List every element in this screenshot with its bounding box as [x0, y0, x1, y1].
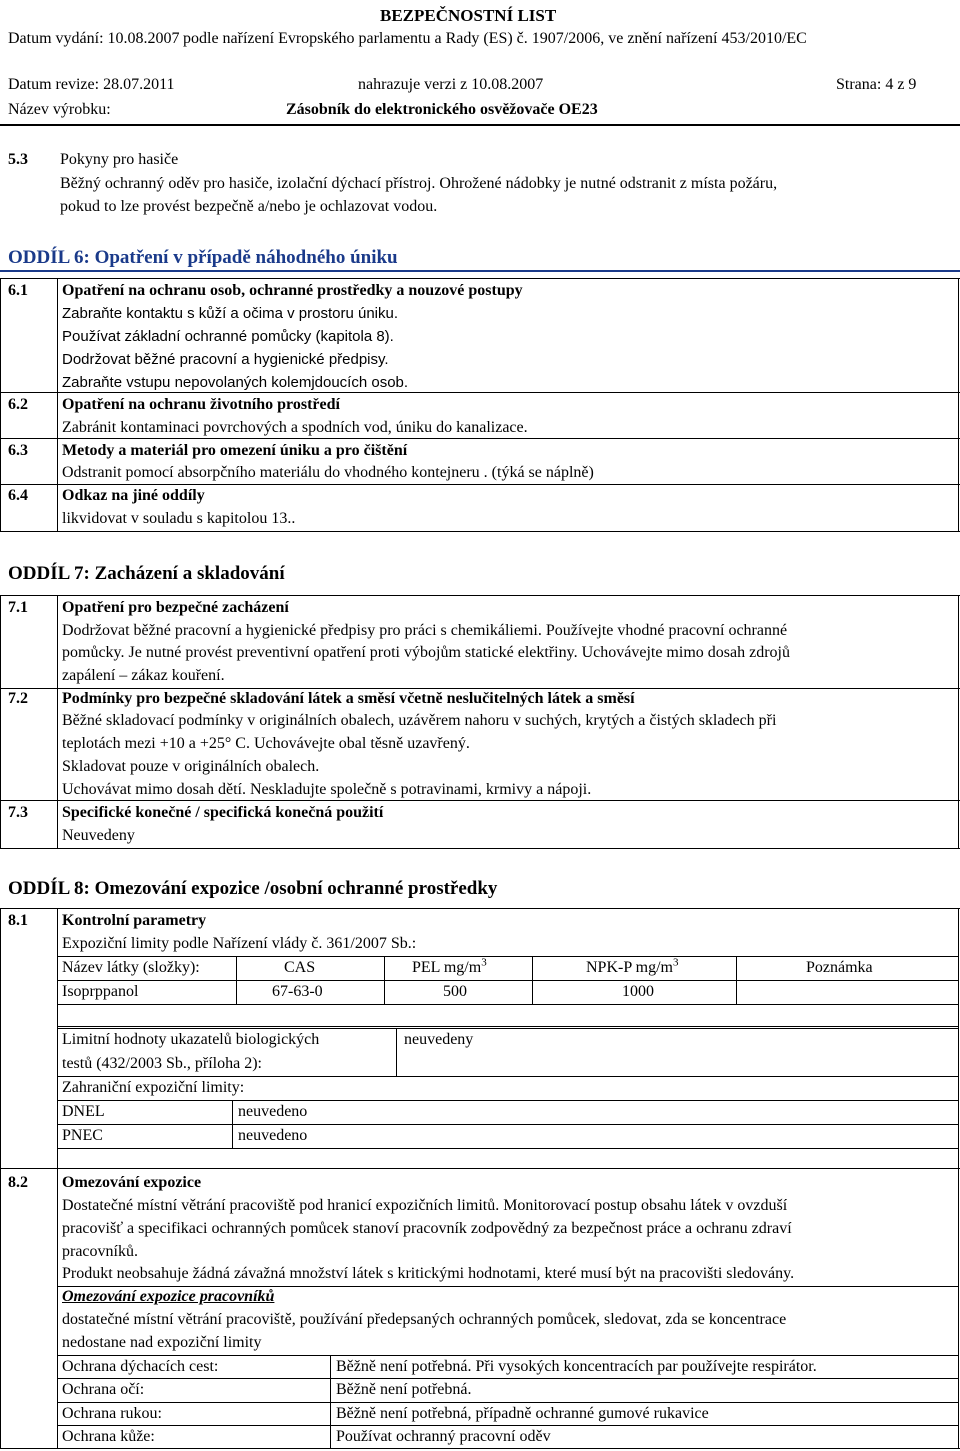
s6-4-text: likvidovat v souladu s kapitolou 13.. [62, 510, 296, 527]
s7-3-title: Specifické konečné / specifická konečná použití [62, 804, 384, 821]
limits-header-pel: PEL $mg/m^3$ [412, 956, 487, 976]
s6-2-number: 6.2 [8, 396, 28, 413]
limits-cell-substance: Isoprppanol [62, 983, 139, 1000]
section-8-title: ODDÍL 8: Omezování expozice /osobní ochranné prostředky [8, 878, 498, 899]
s6-1-line: Dodržovat běžné pracovní a hygienické předpisy. [62, 351, 389, 368]
limits-table-line [57, 956, 958, 957]
limits-table-line [384, 956, 385, 1004]
s7-3-text: Neuvedeny [62, 827, 135, 844]
limits-cell-cas: 67-63-0 [272, 983, 323, 1000]
s6-table-line [0, 392, 960, 393]
s7-table-line [57, 595, 58, 848]
bio-table-line [57, 1076, 958, 1077]
s8-table-line [958, 908, 959, 1448]
s6-1-line: Zabraňte vstupu nepovolaných kolemjdoucích osob. [62, 374, 409, 391]
limits-table-line [532, 956, 533, 1004]
s6-3-title: Metody a materiál pro omezení úniku a pro čištění [62, 442, 408, 459]
s7-3-number: 7.3 [8, 804, 28, 821]
dnel-value: neuvedeno [238, 1103, 308, 1120]
issue-date: Datum vydání: 10.08.2007 [8, 30, 180, 47]
header-divider [0, 124, 960, 126]
protection-value-respiratory: Běžně není potřebná. Při vysokých koncentracích par používejte respirátor. [336, 1358, 817, 1375]
s8-1-title: Kontrolní parametry [62, 912, 207, 929]
document-header [0, 0, 960, 124]
s6-4-number: 6.4 [8, 487, 28, 504]
foreign-table-line [57, 1148, 958, 1149]
s8-table-line [0, 908, 960, 909]
s7-2-title: Podmínky pro bezpečné skladování látek a směsí včetně neslučitelných látek a směsí [62, 690, 635, 707]
s7-2-line: Běžné skladovací podmínky v originálních obalech, uzávěrem nahoru v suchých, krytých a čistých skladech při [62, 712, 777, 729]
limits-cell-npk: 1000 [622, 983, 654, 1000]
s7-2-line: Uchovávat mimo dosah dětí. Neskladujte společně s potravinami, krmivy a nápoji. [62, 781, 592, 798]
section-6-underline [0, 270, 960, 272]
s6-1-line: Zabraňte kontaktu s kůží a očima v prostoru úniku. [62, 305, 398, 322]
protection-table-line [330, 1355, 331, 1448]
s7-table-line [0, 595, 1, 848]
s5-3-line: pokud to lze provést bezpečně a/nebo je ochlazovat vodou. [60, 198, 438, 215]
limits-table-line [236, 956, 237, 1004]
s8-2-line: Dostatečné místní větrání pracoviště pod hranicí expozičních limitů. Monitorovací postup obsahu látek v ovzduší [62, 1197, 788, 1214]
s8-2-line: pracovišť a specifikaci ochranných pomůcek stanoví pracovník zodpovědný za bezpečnost práce a ochranu zdraví [62, 1220, 792, 1237]
s8-table-line [0, 1168, 960, 1169]
replaces-version: nahrazuje verzi z 10.08.2007 [358, 76, 544, 93]
bio-label: Limitní hodnoty ukazatelů biologických [62, 1031, 320, 1048]
protection-value-hands: Běžně není potřebná, případně ochranné gumové rukavice [336, 1405, 709, 1422]
s7-1-line: zapálení – zákaz kouření. [62, 667, 225, 684]
s6-table-line [0, 278, 1, 531]
s8-table-line [0, 1448, 960, 1449]
regulation-reference: podle nařízení Evropského parlamentu a Rady (ES) č. 1907/2006, ve znění nařízení 453/2010/EC [183, 30, 807, 47]
section-7-title: ODDÍL 7: Zacházení a skladování [8, 563, 285, 584]
s6-table-line [0, 278, 960, 279]
limits-table-line [57, 1026, 958, 1027]
s6-table-line [0, 531, 960, 532]
protection-label-hands: Ochrana rukou: [62, 1405, 162, 1422]
protection-table-line [57, 1402, 958, 1403]
s7-2-number: 7.2 [8, 690, 28, 707]
s6-table-line [0, 438, 960, 439]
s8-2-title: Omezování expozice [62, 1174, 202, 1191]
protection-table-line [57, 1378, 958, 1379]
foreign-table-line [57, 1100, 958, 1101]
product-label: Název výrobku: [8, 101, 111, 118]
protection-label-respiratory: Ochrana dýchacích cest: [62, 1358, 219, 1375]
bio-table-line [57, 1028, 958, 1029]
s5-3-title: Pokyny pro hasiče [60, 151, 179, 168]
foreign-table-line [232, 1100, 233, 1148]
limits-header-substance: Název látky (složky): [62, 959, 200, 976]
protection-label-eyes: Ochrana očí: [62, 1381, 145, 1398]
s7-1-title: Opatření pro bezpečné zacházení [62, 599, 289, 616]
protection-table-line [57, 1355, 958, 1356]
s7-1-number: 7.1 [8, 599, 28, 616]
s6-2-text: Zabránit kontaminaci povrchových a spodních vod, úniku do kanalizace. [62, 419, 528, 436]
s8-table-line [57, 908, 58, 1448]
pnec-label: PNEC [62, 1127, 103, 1144]
section-6-title: ODDÍL 6: Opatření v případě náhodného úniku [8, 247, 398, 268]
s8-2-line: Produkt neobsahuje žádná závažná množství látek s kritickými hodnotami, které musí být na pracovišti sledovány. [62, 1265, 795, 1282]
product-name: Zásobník do elektronického osvěžovače OE23 [286, 101, 598, 118]
limits-header-cas: CAS [284, 959, 316, 976]
s7-1-line: Dodržovat běžné pracovní a hygienické předpisy pro práci s chemikáliemi. Používejte vhodné pracovní ochranné [62, 622, 788, 639]
page-number: Strana: 4 z 9 [836, 76, 917, 93]
protection-value-skin: Používat ochranný pracovní oděv [336, 1428, 551, 1445]
limits-table-line [57, 980, 958, 981]
s6-4-title: Odkaz na jiné oddíly [62, 487, 205, 504]
worker-exposure-line: nedostane nad expoziční limity [62, 1334, 262, 1351]
bio-value: neuvedeny [404, 1031, 474, 1048]
bio-table-line [396, 1028, 397, 1076]
s8-table-line [0, 908, 1, 1448]
s8-2-line: pracovníků. [62, 1243, 138, 1260]
protection-table-line [57, 1425, 958, 1426]
s7-table-line [0, 800, 960, 801]
s7-table-line [958, 595, 959, 848]
s7-2-line: Skladovat pouze v originálních obalech. [62, 758, 320, 775]
s7-1-line: pomůcky. Je nutné provést preventivní opatření proti výbojům statické elektřiny. Uchovávejte mimo dosah zdrojů [62, 644, 790, 661]
s7-2-line: teplotách mezi +10 a +25° C. Uchovávejte obal těsně uzavřený. [62, 735, 470, 752]
foreign-table-line [57, 1124, 958, 1125]
s6-1-line: Používat základní ochranné pomůcky (kapitola 8). [62, 328, 394, 345]
s6-table-line [958, 278, 959, 531]
s6-table-line [0, 484, 960, 485]
s6-3-text: Odstranit pomocí absorpčního materiálu do vhodného kontejneru . (týká se náplně) [62, 464, 594, 481]
worker-exposure-title: Omezování expozice pracovníků [62, 1288, 275, 1305]
limits-header-npk: NPK-P $mg/m^3$ [586, 956, 679, 976]
document-title: BEZPEČNOSTNÍ LIST [380, 6, 557, 25]
s7-table-line [0, 848, 960, 849]
limits-header-note: Poznámka [806, 959, 873, 976]
protection-value-eyes: Běžně není potřebná. [336, 1381, 472, 1398]
s8-2-number: 8.2 [8, 1174, 28, 1191]
limits-cell-pel: 500 [443, 983, 467, 1000]
s8-1-number: 8.1 [8, 912, 28, 929]
s6-table-line [57, 278, 58, 531]
protection-label-skin: Ochrana kůže: [62, 1428, 155, 1445]
limits-table-line [736, 956, 737, 1004]
s5-3-number: 5.3 [8, 151, 28, 168]
pnec-value: neuvedeno [238, 1127, 308, 1144]
bio-label: testů (432/2003 Sb., příloha 2): [62, 1055, 262, 1072]
s6-1-number: 6.1 [8, 282, 28, 299]
s7-table-line [0, 595, 960, 596]
dnel-label: DNEL [62, 1103, 105, 1120]
limits-table-line [57, 1004, 958, 1005]
revision-date: Datum revize: 28.07.2011 [8, 76, 175, 93]
s5-3-line: Běžný ochranný oděv pro hasiče, izolační dýchací přístroj. Ohrožené nádobky je nutné odstranit z místa požáru, [60, 175, 778, 192]
s6-2-title: Opatření na ochranu životního prostředí [62, 396, 340, 413]
s6-3-number: 6.3 [8, 442, 28, 459]
foreign-limits-label: Zahraniční expoziční limity: [62, 1079, 245, 1096]
limits-caption: Expoziční limity podle Nařízení vlády č. 361/2007 Sb.: [62, 935, 417, 952]
s6-1-title: Opatření na ochranu osob, ochranné prostředky a nouzové postupy [62, 282, 523, 299]
worker-exposure-line: dostatečné místní větrání pracoviště, používání předepsaných ochranných pomůcek, sledovat, zda se koncentrace [62, 1311, 787, 1328]
